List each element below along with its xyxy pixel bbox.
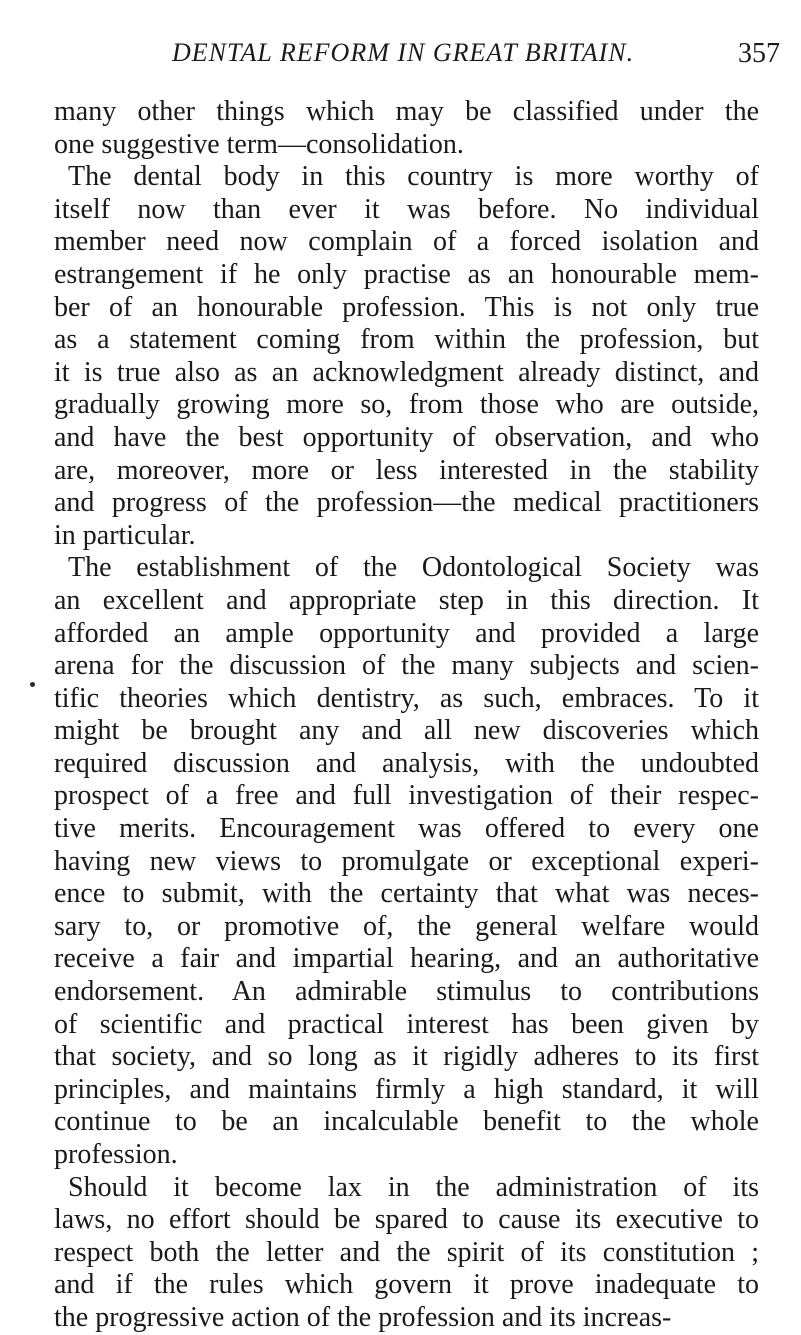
text-line: are, moreover, more or less interested in the stability	[54, 454, 759, 486]
running-title: DENTAL REFORM IN GREAT BRITAIN.	[172, 38, 635, 67]
text-line: as a statement coming from within the profession, but	[54, 324, 759, 356]
text-line: estrangement if he only practise as an honourable mem-	[54, 258, 759, 290]
text-line: afforded an ample opportunity and provided a large	[54, 617, 759, 649]
text-line: endorsement. An admirable stimulus to contributions	[54, 976, 759, 1008]
body-text	[54, 96, 759, 1335]
text-line: required discussion and analysis, with the undoubted	[54, 747, 759, 779]
text-line: of scientific and practical interest has been given by	[54, 1008, 759, 1040]
text-line: and if the rules which govern it prove inadequate to	[54, 1269, 759, 1301]
text-line: the progressive action of the profession and its increas-	[54, 1301, 672, 1333]
running-head	[0, 38, 801, 78]
text-line: ber of an honourable profession. This is not only true	[54, 291, 759, 323]
text-line: it is true also as an acknowledgment already distinct, and	[54, 356, 759, 388]
text-line: receive a fair and impartial hearing, and an authoritative	[54, 943, 759, 975]
text-line: respect both the letter and the spirit of its constitution ;	[54, 1236, 759, 1268]
text-line: Should it become lax in the administration of its	[68, 1171, 759, 1203]
text-line: principles, and maintains firmly a high standard, it will	[54, 1073, 759, 1105]
text-line: one suggestive term—consolidation.	[54, 128, 464, 160]
text-line: sary to, or promotive of, the general welfare would	[54, 910, 759, 942]
text-line: itself now than ever it was before. No individual	[54, 193, 759, 225]
text-line: The establishment of the Odontological Society was	[68, 552, 759, 584]
text-line: and have the best opportunity of observation, and who	[54, 421, 759, 453]
text-line: ence to submit, with the certainty that what was neces-	[54, 878, 759, 910]
paragraph	[54, 552, 759, 1171]
text-line: might be brought any and all new discoveries which	[54, 715, 759, 747]
text-line: profession.	[54, 1139, 178, 1170]
margin-speck	[30, 682, 35, 687]
text-line: member need now complain of a forced isolation and	[54, 226, 759, 258]
text-line: arena for the discussion of the many subjects and scien-	[54, 650, 759, 682]
text-line: many other things which may be classified under the	[54, 96, 759, 127]
text-line: an excellent and appropriate step in this direction. It	[54, 584, 759, 616]
text-line: continue to be an incalculable benefit to the whole	[54, 1106, 759, 1138]
paragraph	[54, 1172, 759, 1335]
text-line: gradually growing more so, from those who are outside,	[54, 389, 759, 421]
text-line: tive merits. Encouragement was offered to every one	[54, 813, 759, 845]
text-line: The dental body in this country is more worthy of	[68, 161, 759, 193]
text-line: in particular.	[54, 519, 196, 551]
paragraph	[54, 96, 759, 161]
text-line: prospect of a free and full investigation of their respec-	[54, 780, 759, 812]
text-line: tific theories which dentistry, as such, embraces. To it	[54, 682, 759, 714]
text-line: that society, and so long as it rigidly adheres to its first	[54, 1041, 759, 1073]
paragraph	[54, 161, 759, 552]
text-line: and progress of the profession—the medical practitioners	[54, 487, 759, 519]
page-number: 357	[738, 38, 780, 69]
text-line: laws, no effort should be spared to cause its executive to	[54, 1204, 759, 1236]
text-line: having new views to promulgate or exceptional experi-	[54, 845, 759, 877]
